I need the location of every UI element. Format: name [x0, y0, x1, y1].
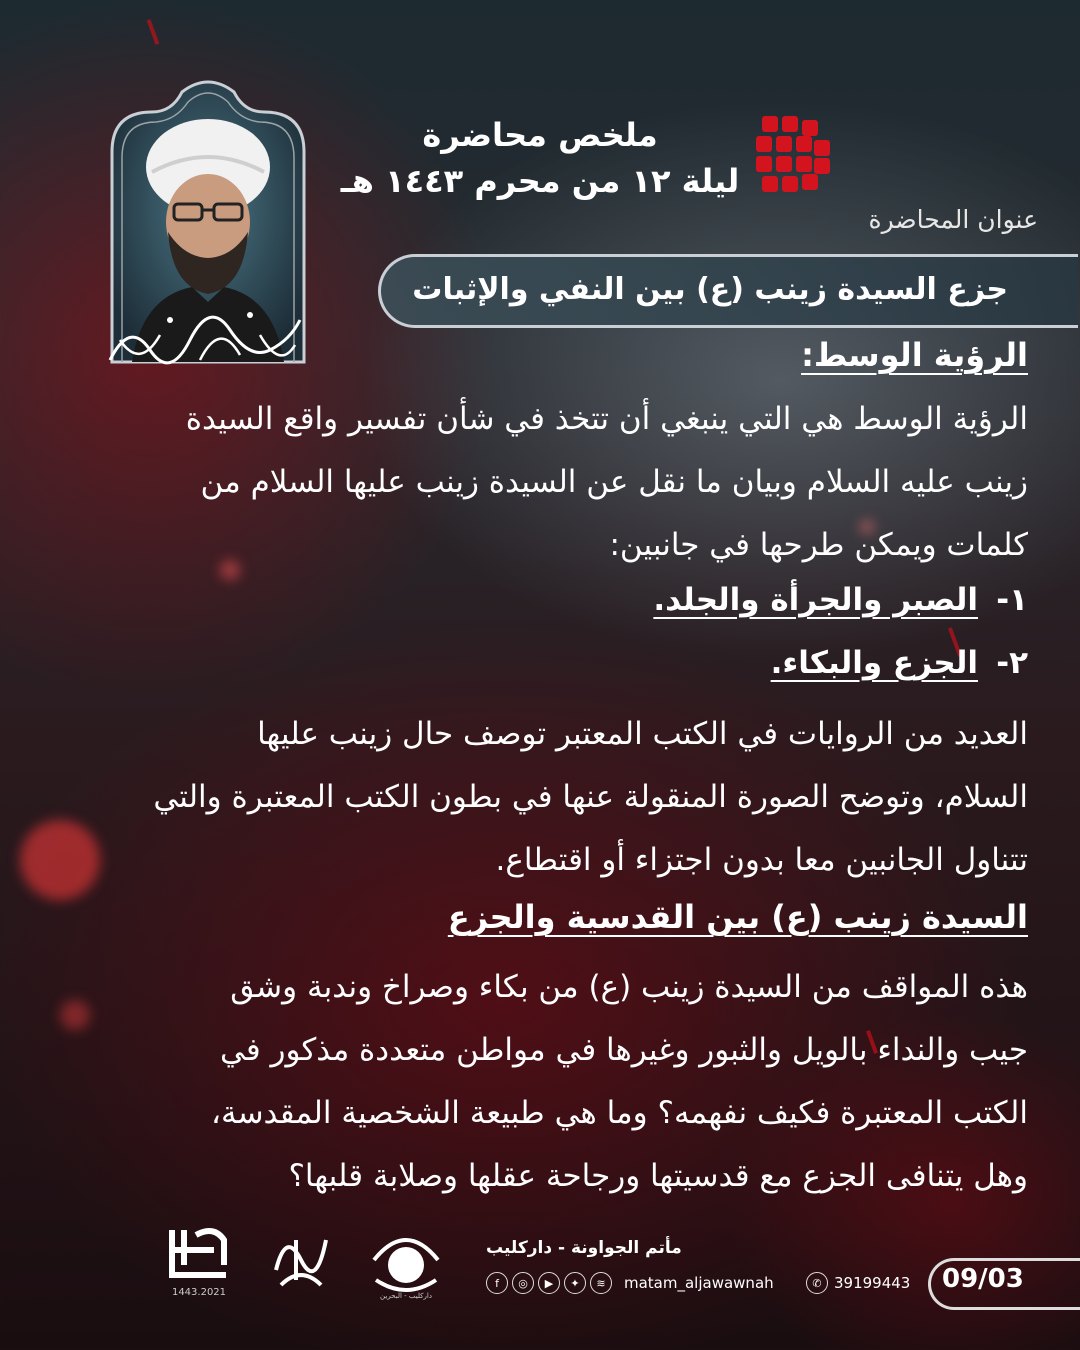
paragraph-line: هذه المواقف من السيدة زينب (ع) من بكاء وصراخ وندبة وشق — [230, 969, 1028, 1005]
title-line-2: ليلة ١٢ من محرم ١٤٤٣ هـ — [340, 162, 740, 200]
phone-number[interactable]: 39199443 — [834, 1274, 911, 1292]
soundcloud-icon[interactable]: ≋ — [590, 1272, 612, 1294]
heading-middle-view: الرؤية الوسط: — [801, 336, 1028, 374]
red-grid-decoration — [752, 112, 830, 202]
calligraphy-logo — [266, 1220, 336, 1300]
list-item-1 — [52, 582, 1028, 618]
instagram-icon[interactable]: ◎ — [512, 1272, 534, 1294]
social-handle[interactable]: matam_aljawawnah — [624, 1274, 774, 1292]
section-heading — [52, 898, 1028, 936]
paragraph-line: وهل يتنافى الجزع مع قدسيتها ورجاحة عقلها وصلابة قلبها؟ — [288, 1158, 1028, 1194]
paragraph-line: كلمات ويمكن طرحها في جانبين: — [609, 527, 1028, 563]
paragraph-line: جيب والنداء بالويل والثبور وغيرها في مواطن متعددة مذكور في — [220, 1032, 1028, 1068]
list-number: ١- — [996, 582, 1028, 618]
logo-caption: داركليب - البحرين — [380, 1292, 432, 1300]
facebook-icon[interactable]: f — [486, 1272, 508, 1294]
paragraph-line: زينب عليه السلام وبيان ما نقل عن السيدة زينب عليها السلام من — [200, 464, 1028, 500]
year-logo — [164, 1220, 234, 1300]
title-line-1: ملخص محاضرة — [422, 116, 658, 154]
paragraph-line: الرؤية الوسط هي التي ينبغي أن تتخذ في شأن تفسير واقع السيدة — [185, 401, 1028, 437]
matam-emblem-logo — [366, 1220, 446, 1300]
paragraph-3 — [52, 956, 1028, 1208]
social-links — [486, 1272, 774, 1294]
paragraph-line: العديد من الروايات في الكتب المعتبر توصف حال زينب عليها — [257, 716, 1028, 752]
paragraph-2 — [52, 703, 1028, 892]
whatsapp-icon[interactable]: ✆ — [806, 1272, 828, 1294]
section-heading — [52, 336, 1028, 374]
lecture-topic: جزع السيدة زينب (ع) بين النفي والإثبات — [412, 272, 1008, 307]
list-number: ٢- — [996, 645, 1028, 681]
paragraph-line: السلام، وتوضح الصورة المنقولة عنها في بطون الكتب المعتبرة والتي — [153, 779, 1028, 815]
lecture-title-label: عنوان المحاضرة — [868, 205, 1038, 234]
list-item-2 — [52, 645, 1028, 681]
page-indicator: 09/03 — [942, 1264, 1024, 1294]
list-item-text: الجزع والبكاء. — [770, 645, 978, 681]
logo-year: 1443.2021 — [171, 1287, 227, 1298]
paragraph-line: تتناول الجانبين معا بدون اجتزاء أو اقتطاع. — [495, 842, 1028, 878]
org-name: مأتم الجواونة - داركليب — [486, 1238, 682, 1258]
red-streak — [147, 19, 160, 45]
paragraph-1 — [52, 388, 1028, 577]
heading-sanctity-grief: السيدة زينب (ع) بين القدسية والجزع — [447, 898, 1028, 936]
list-item-text: الصبر والجرأة والجلد. — [653, 582, 978, 618]
youtube-icon[interactable]: ▶ — [538, 1272, 560, 1294]
paragraph-line: الكتب المعتبرة فكيف نفهمه؟ وما هي طبيعة الشخصية المقدسة، — [210, 1095, 1028, 1131]
phone-contact — [806, 1272, 910, 1294]
twitter-icon[interactable]: ✦ — [564, 1272, 586, 1294]
lecture-summary-title — [340, 112, 740, 204]
